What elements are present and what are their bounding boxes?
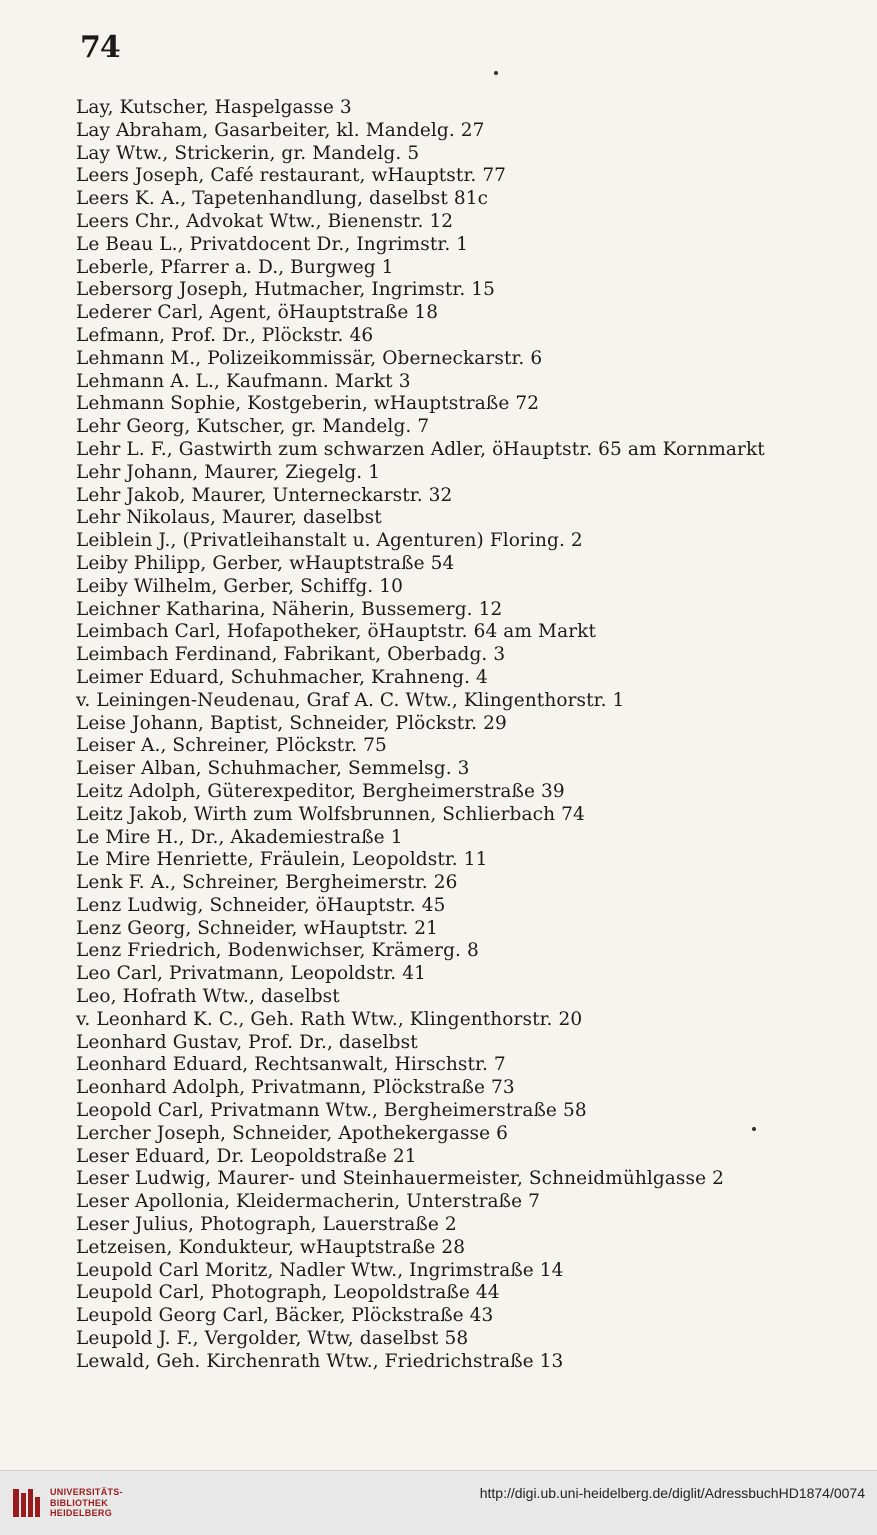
directory-entry: Lay, Kutscher, Haspelgasse 3 (76, 97, 352, 118)
directory-entry: Lenz Friedrich, Bodenwichser, Krämerg. 8 (76, 940, 479, 962)
page-number: 74 (80, 30, 120, 65)
directory-entry: Leitz Jakob, Wirth zum Wolfsbrunnen, Schlierbach 74 (76, 803, 585, 825)
library-logo-icon (12, 1487, 42, 1519)
directory-entry: Lehr L. F., Gastwirth zum schwarzen Adler, öHauptstr. 65 am Kornmarkt (76, 438, 765, 460)
directory-entry: Leiby Wilhelm, Gerber, Schiffg. 10 (76, 575, 403, 597)
library-logo[interactable] (12, 1481, 152, 1525)
directory-entry: Leiby Philipp, Gerber, wHauptstraße 54 (76, 552, 455, 574)
directory-entry: Leupold J. F., Vergolder, Wtw, daselbst 58 (76, 1328, 469, 1350)
directory-entry: Lebersorg Joseph, Hutmacher, Ingrimstr. 15 (76, 279, 496, 301)
directory-entry: Lenk F. A., Schreiner, Bergheimerstr. 26 (76, 872, 458, 894)
directory-entry: Letzeisen, Kondukteur, wHauptstraße 28 (76, 1236, 466, 1258)
directory-entry: Leimbach Carl, Hofapotheker, öHauptstr. 64 am Markt (76, 621, 597, 643)
directory-entry: Leers K. A., Tapetenhandlung, daselbst 81c (76, 188, 489, 210)
directory-entry: Lehr Nikolaus, Maurer, daselbst (76, 507, 382, 529)
directory-entry: Lehmann A. L., Kaufmann. Markt 3 (76, 370, 411, 392)
directory-entry: Lercher Joseph, Schneider, Apothekergasse 6 (76, 1122, 509, 1144)
directory-entry: Lehr Johann, Maurer, Ziegelg. 1 (76, 461, 381, 483)
directory-entry: Lay Wtw., Strickerin, gr. Mandelg. 5 (76, 142, 420, 164)
directory-entry: Lehr Jakob, Maurer, Unterneckarstr. 32 (76, 484, 453, 506)
directory-entry: Leimer Eduard, Schuhmacher, Krahneng. 4 (76, 666, 488, 688)
directory-entry: Lehmann M., Polizeikommissär, Oberneckarstr. 6 (76, 347, 543, 369)
directory-entry: Leiser A., Schreiner, Plöckstr. 75 (76, 735, 387, 757)
directory-entry: Leupold Georg Carl, Bäcker, Plöckstraße 43 (76, 1305, 494, 1327)
footer-bar (0, 1470, 877, 1535)
logo-line: UNIVERSITÄTS- (50, 1487, 123, 1497)
directory-entry: Lehr Georg, Kutscher, gr. Mandelg. 7 (76, 416, 430, 438)
directory-entry: Le Mire Henriette, Fräulein, Leopoldstr. 11 (76, 849, 488, 871)
address-entries-list (76, 97, 866, 1374)
permalink-url[interactable]: http://digi.ub.uni-heidelberg.de/diglit/AdressbuchHD1874/0074 (479, 1485, 865, 1501)
directory-entry: Leiblein J., (Privatleihanstalt u. Agenturen) Floring. 2 (76, 530, 583, 552)
directory-entry: Leopold Carl, Privatmann Wtw., Bergheimerstraße 58 (76, 1100, 587, 1122)
directory-entry: Leers Joseph, Café restaurant, wHauptstr. 77 (76, 165, 507, 187)
directory-entry: Lewald, Geh. Kirchenrath Wtw., Friedrichstraße 13 (76, 1350, 564, 1372)
directory-entry: Lay Abraham, Gasarbeiter, kl. Mandelg. 27 (76, 119, 485, 141)
directory-entry: Leberle, Pfarrer a. D., Burgweg 1 (76, 256, 394, 278)
directory-entry: Lederer Carl, Agent, öHauptstraße 18 (76, 302, 439, 324)
directory-entry: Le Mire H., Dr., Akademiestraße 1 (76, 826, 403, 848)
directory-entry: Leise Johann, Baptist, Schneider, Plöckstr. 29 (76, 712, 507, 734)
directory-entry: Leo, Hofrath Wtw., daselbst (76, 986, 340, 1008)
directory-entry: Lehmann Sophie, Kostgeberin, wHauptstraße 72 (76, 393, 540, 415)
directory-entry: Leser Eduard, Dr. Leopoldstraße 21 (76, 1145, 417, 1167)
directory-entry: Leichner Katharina, Näherin, Bussemerg. 12 (76, 598, 503, 620)
directory-entry: Leimbach Ferdinand, Fabrikant, Oberbadg. 3 (76, 644, 506, 666)
scan-speck (494, 71, 498, 75)
directory-entry: Leupold Carl Moritz, Nadler Wtw., Ingrimstraße 14 (76, 1259, 564, 1281)
logo-line: HEIDELBERG (50, 1508, 113, 1518)
directory-entry: Leonhard Eduard, Rechtsanwalt, Hirschstr. 7 (76, 1054, 506, 1076)
directory-entry: Leitz Adolph, Güterexpeditor, Bergheimerstraße 39 (76, 780, 565, 802)
directory-entry: Lenz Georg, Schneider, wHauptstr. 21 (76, 917, 439, 939)
directory-entry: Leser Ludwig, Maurer- und Steinhauermeister, Schneidmühlgasse 2 (76, 1168, 725, 1190)
directory-entry: Le Beau L., Privatdocent Dr., Ingrimstr. 1 (76, 233, 469, 255)
logo-line: BIBLIOTHEK (50, 1497, 108, 1508)
directory-entry: v. Leonhard K. C., Geh. Rath Wtw., Klingenthorstr. 20 (76, 1008, 583, 1030)
directory-entry: Leser Apollonia, Kleidermacherin, Unterstraße 7 (76, 1191, 540, 1213)
directory-entry: Leo Carl, Privatmann, Leopoldstr. 41 (76, 963, 426, 985)
directory-entry: Lenz Ludwig, Schneider, öHauptstr. 45 (76, 894, 446, 916)
directory-entry: Leonhard Gustav, Prof. Dr., daselbst (76, 1031, 418, 1053)
directory-entry: Leser Julius, Photograph, Lauerstraße 2 (76, 1214, 457, 1236)
directory-entry: v. Leiningen-Neudenau, Graf A. C. Wtw., Klingenthorstr. 1 (76, 689, 625, 711)
directory-entry: Leers Chr., Advokat Wtw., Bienenstr. 12 (76, 210, 454, 232)
directory-entry: Leonhard Adolph, Privatmann, Plöckstraße 73 (76, 1077, 515, 1099)
directory-entry: Lefmann, Prof. Dr., Plöckstr. 46 (76, 324, 374, 346)
directory-entry: Leupold Carl, Photograph, Leopoldstraße 44 (76, 1282, 500, 1304)
directory-entry: Leiser Alban, Schuhmacher, Semmelsg. 3 (76, 758, 470, 780)
library-logo-text (50, 1487, 123, 1519)
